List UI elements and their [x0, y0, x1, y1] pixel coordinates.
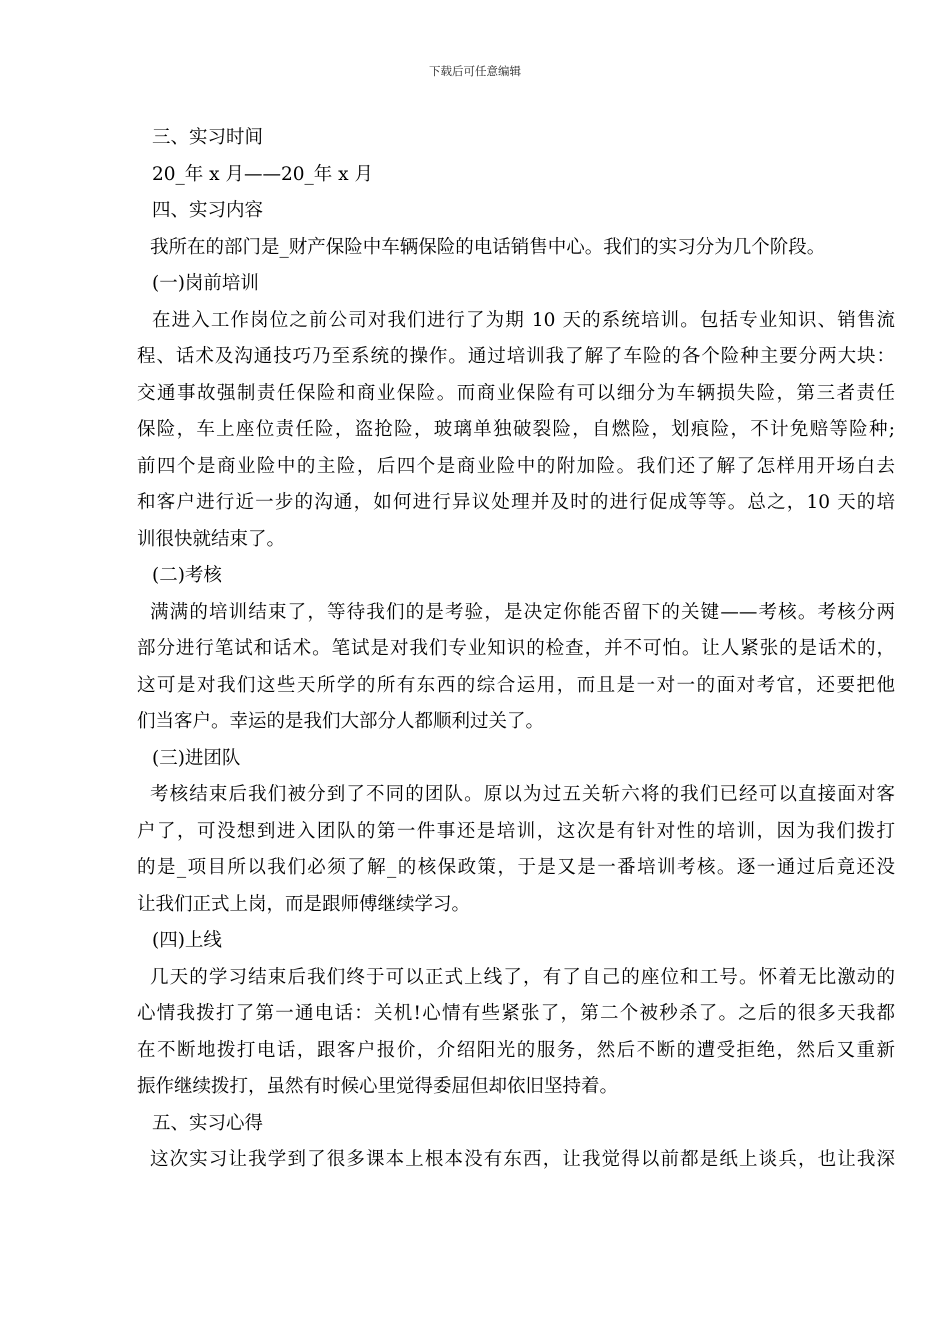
paragraph-line: 们当客户。幸运的是我们大部分人都顺利过关了。 [137, 711, 545, 732]
paragraph-line: 心情我拨打了第一通电话：关机!心情有些紧张了，第二个被秒杀了。之后的很多天我都 [137, 1003, 895, 1024]
paragraph-line: 前四个是商业险中的主险，后四个是商业险中的附加险。我们还了解了怎样用开场白去 [137, 455, 895, 477]
paragraph-line: 保险，车上座位责任险，盗抢险，玻璃单独破裂险，自燃险，划痕险，不计免赔等险种; [137, 419, 895, 440]
subheading-assessment: (二)考核 [152, 565, 222, 586]
section-heading-internship-reflections: 五、实习心得 [152, 1112, 264, 1134]
paragraph-line: 这可是对我们这些天所学的所有东西的综合运用，而且是一对一的面对考官，还要把他 [137, 674, 895, 696]
paragraph-line: 在不断地拨打电话，跟客户报价，介绍阳光的服务，然后不断的遭受拒绝，然后又重新 [137, 1039, 895, 1061]
paragraph-line: 户了，可没想到进入团队的第一件事还是培训，这次是有针对性的培训，因为我们拨打 [137, 820, 895, 842]
section-heading-internship-content: 四、实习内容 [152, 200, 264, 221]
subheading-pre-job-training: (一)岗前培训 [152, 273, 259, 294]
paragraph-line: 程、话术及沟通技巧乃至系统的操作。通过培训我了解了车险的各个险种主要分两大块： [137, 346, 895, 367]
paragraph-line: 这次实习让我学到了很多课本上根本没有东西，让我觉得以前都是纸上谈兵，也让我深 [150, 1149, 895, 1170]
paragraph-line: 的是_项目所以我们必须了解_的核保政策，于是又是一番培训考核。逐一通过后竟还没 [137, 857, 895, 878]
internship-period: 20_年 x 月——20_年 x 月 [152, 163, 373, 185]
paragraph-line: 部分进行笔试和话术。笔试是对我们专业知识的检查，并不可怕。让人紧张的是话术的， [137, 638, 895, 659]
section-heading-internship-time: 三、实习时间 [152, 127, 264, 148]
paragraph-line: 交通事故强制责任保险和商业保险。而商业保险有可以细分为车辆损失险，第三者责任 [137, 382, 895, 404]
paragraph-line: 让我们正式上岗，而是跟师傅继续学习。 [137, 893, 471, 915]
document-body [137, 120, 895, 1179]
paragraph-line: 几天的学习结束后我们终于可以正式上线了，有了自己的座位和工号。怀着无比激动的 [150, 966, 895, 988]
paragraph-line: 在进入工作岗位之前公司对我们进行了为期 10 天的系统培训。包括专业知识、销售流 [152, 309, 895, 331]
paragraph-line: 振作继续拨打，虽然有时候心里觉得委屈但却依旧坚持着。 [137, 1076, 619, 1097]
paragraph-line: 训很快就结束了。 [137, 528, 286, 550]
paragraph-line: 和客户进行近一步的沟通，如何进行异议处理并及时的进行促成等等。总之，10 天的培 [137, 492, 895, 513]
page-header-note: 下载后可任意编辑 [429, 64, 521, 78]
paragraph-line: 满满的培训结束了，等待我们的是考验，是决定你能否留下的关键——考核。考核分两 [150, 601, 895, 623]
paragraph-line: 考核结束后我们被分到了不同的团队。原以为过五关斩六将的我们已经可以直接面对客 [150, 784, 895, 805]
subheading-join-team: (三)进团队 [152, 747, 241, 769]
subheading-go-online: (四)上线 [152, 930, 222, 951]
paragraph-line: 我所在的部门是_财产保险中车辆保险的电话销售中心。我们的实习分为几个阶段。 [150, 236, 826, 258]
